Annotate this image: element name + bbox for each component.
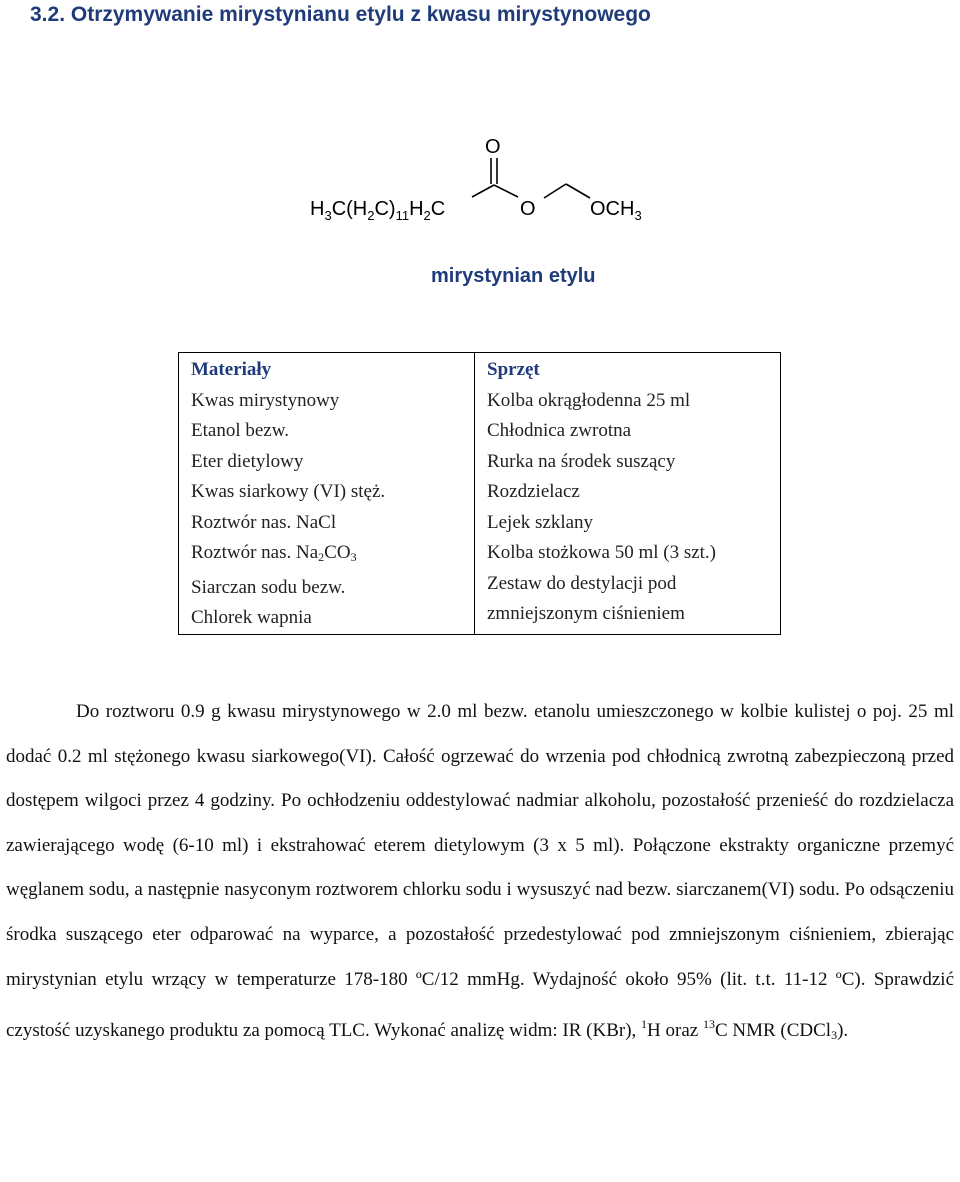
procedure-sentence: Po odsączeniu środka suszącego eter odparować na wyparce, a pozostałość przedestylować pod zmniejszonym ciśnieniem, zbierając mirystynian etylu wrzący w temperaturze 178-180 ºC/12 mmHg. xyxy=(6,879,954,990)
equipment-item: Rurka na środek suszący xyxy=(487,450,676,472)
equipment-item: Kolba okrągłodenna 25 ml xyxy=(487,389,691,411)
procedure-paragraph xyxy=(6,690,954,1058)
procedure-sentence: Wydajność około 95% (lit. t.t. 11-12 ºC). xyxy=(532,968,866,990)
materials-equipment-table xyxy=(178,352,781,635)
procedure-sentence-spectra: Wykonać analizę widm: IR (KBr), $^1$H oraz $^{13}$C NMR (CDCl$_3$). xyxy=(374,1017,849,1043)
methoxy-group: $OCH_3$ xyxy=(590,198,642,223)
equipment-column xyxy=(475,353,781,635)
material-item: Roztwór nas. NaCl xyxy=(191,511,337,533)
material-item-na2co3: Roztwór nas. $Na_2CO_3$ xyxy=(191,542,357,564)
procedure-sentence: Do roztworu 0.9 g kwasu mirystynowego w 2.0 ml bezw. etanolu umieszczonego w kolbie kulistej o poj. 25 ml dodać 0.2 ml stężonego kwasu siarkowego(VI). xyxy=(6,701,954,767)
materials-header: Materiały xyxy=(191,359,272,380)
procedure-sentence: Sprawdzić czystość uzyskanego produktu za pomocą TLC. xyxy=(6,968,955,1042)
material-item: Eter dietylowy xyxy=(191,450,304,472)
equipment-item: Lejek szklany xyxy=(487,511,594,533)
equipment-item: Rozdzielacz xyxy=(487,481,580,502)
section-heading: 3.2. Otrzymywanie mirystynianu etylu z kwasu mirystynowego xyxy=(30,3,651,26)
equipment-item: zmniejszonym ciśnieniem xyxy=(487,603,685,624)
alkyl-chain: $H_3C(H_2C)_{11}H_2C$ xyxy=(310,198,446,223)
material-item: Siarczan sodu bezw. xyxy=(191,576,346,598)
material-item: Kwas siarkowy (VI) stęż. xyxy=(191,481,386,502)
equipment-header: Sprzęt xyxy=(487,359,540,380)
ester-oxygen: O xyxy=(520,198,536,220)
material-item: Etanol bezw. xyxy=(191,420,289,441)
equipment-item: Zestaw do destylacji pod xyxy=(487,572,677,594)
procedure-sentence: Połączone ekstrakty organiczne przemyć węglanem sodu, a następnie nasyconym roztworem chlorku sodu i wysuszyć nad bezw. siarczanem(VI) sodu. xyxy=(6,834,955,901)
materials-column xyxy=(179,353,475,635)
structural-formula xyxy=(0,0,960,260)
procedure-sentence: Po ochłodzeniu oddestylować nadmiar alkoholu, pozostałość przenieść do rozdzielacza zawierającego wodę (6-10 ml) i ekstrahować eterem dietylowym (3 x 5 ml). xyxy=(6,790,955,856)
material-item: Kwas mirystynowy xyxy=(191,389,340,411)
bonds xyxy=(472,158,590,198)
equipment-item: Kolba stożkowa 50 ml (3 szt.) xyxy=(487,542,717,563)
equipment-item: Chłodnica zwrotna xyxy=(487,420,632,441)
procedure-sentence: Całość ogrzewać do wrzenia pod chłodnicą zwrotną zabezpieczoną przed dostępem wilgoci przez 4 godziny. xyxy=(6,745,955,812)
compound-name: mirystynian etylu xyxy=(431,265,596,287)
carbonyl-oxygen: O xyxy=(485,136,501,158)
material-item: Chlorek wapnia xyxy=(191,607,312,628)
